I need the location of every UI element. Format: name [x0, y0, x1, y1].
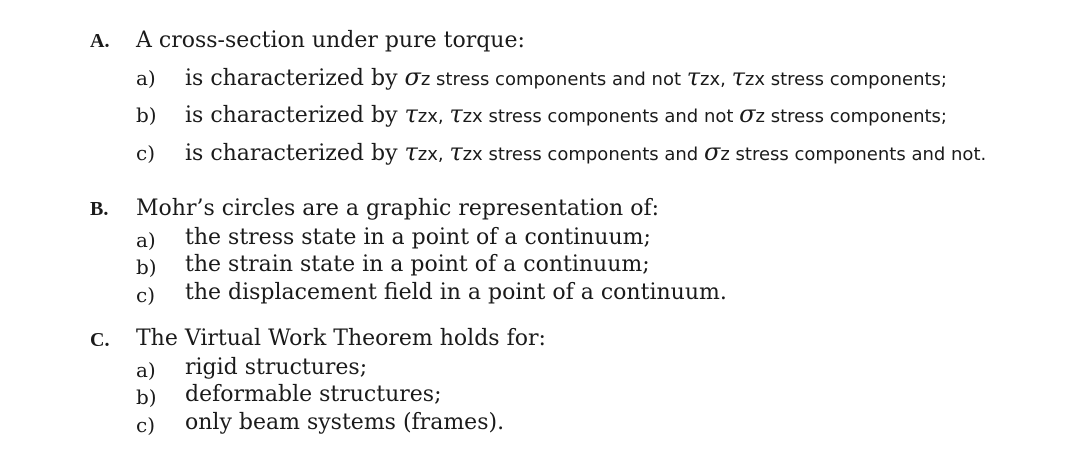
- sigma-symbol: σ: [703, 138, 721, 166]
- symbol-subscript: zx: [462, 144, 483, 165]
- option-text: the displacement field in a point of a continuum.: [185, 280, 727, 305]
- option-mid: stress components and: [482, 144, 704, 165]
- separator: ,: [720, 69, 732, 90]
- option-label: a): [136, 358, 156, 382]
- question-text: A cross-section under pure torque:: [136, 28, 525, 53]
- option-label: a): [136, 228, 156, 252]
- option-text: deformable structures;: [185, 382, 442, 407]
- question-text: Mohr’s circles are a graphic representation of:: [136, 196, 660, 221]
- symbol-subscript: zx: [417, 144, 438, 165]
- tau-symbol: τ: [404, 100, 418, 128]
- symbol-subscript: zx: [417, 106, 438, 127]
- tau-symbol: τ: [449, 138, 463, 166]
- option-label: b): [136, 385, 157, 409]
- option-label: c): [136, 413, 156, 437]
- symbol-subscript: z: [420, 69, 431, 90]
- symbol-subscript: z: [720, 144, 730, 165]
- symbol-subscript: zx: [744, 69, 765, 90]
- option-prefix: is characterized by: [185, 103, 405, 128]
- option-label: a): [136, 66, 156, 90]
- symbol-subscript: zx: [462, 106, 483, 127]
- symbol-subscript: zx: [700, 69, 721, 90]
- sigma-symbol: σ: [739, 100, 756, 128]
- option-suffix: stress components;: [765, 106, 947, 127]
- option-mid: stress components and not: [482, 106, 740, 127]
- option-text: [185, 100, 947, 128]
- option-suffix: stress components;: [765, 69, 947, 90]
- question-text: The Virtual Work Theorem holds for:: [136, 326, 546, 351]
- symbol-subscript: z: [755, 106, 765, 127]
- sigma-symbol: σ: [404, 63, 421, 91]
- tau-symbol: τ: [686, 63, 701, 91]
- option-text: [185, 138, 986, 166]
- separator: ,: [437, 144, 450, 165]
- tau-symbol: τ: [449, 100, 463, 128]
- separator: ,: [437, 106, 450, 127]
- option-text: only beam systems (frames).: [185, 410, 505, 435]
- option-prefix: is characterized by: [185, 66, 405, 91]
- option-text: rigid structures;: [185, 355, 368, 380]
- question-label: B.: [90, 198, 109, 220]
- option-text: the strain state in a point of a continuum;: [185, 252, 650, 277]
- option-suffix: stress components and not.: [729, 144, 987, 165]
- tau-symbol: τ: [731, 63, 745, 91]
- option-label: c): [136, 283, 156, 307]
- question-label: C.: [90, 329, 110, 351]
- option-mid: stress components and not: [430, 69, 687, 90]
- option-label: c): [136, 141, 156, 165]
- option-text: [185, 63, 947, 91]
- option-label: b): [136, 255, 157, 279]
- tau-symbol: τ: [404, 138, 418, 166]
- option-text: the stress state in a point of a continuum;: [185, 225, 651, 250]
- question-label: A.: [90, 30, 110, 52]
- option-label: b): [136, 103, 157, 127]
- option-prefix: is characterized by: [185, 141, 405, 166]
